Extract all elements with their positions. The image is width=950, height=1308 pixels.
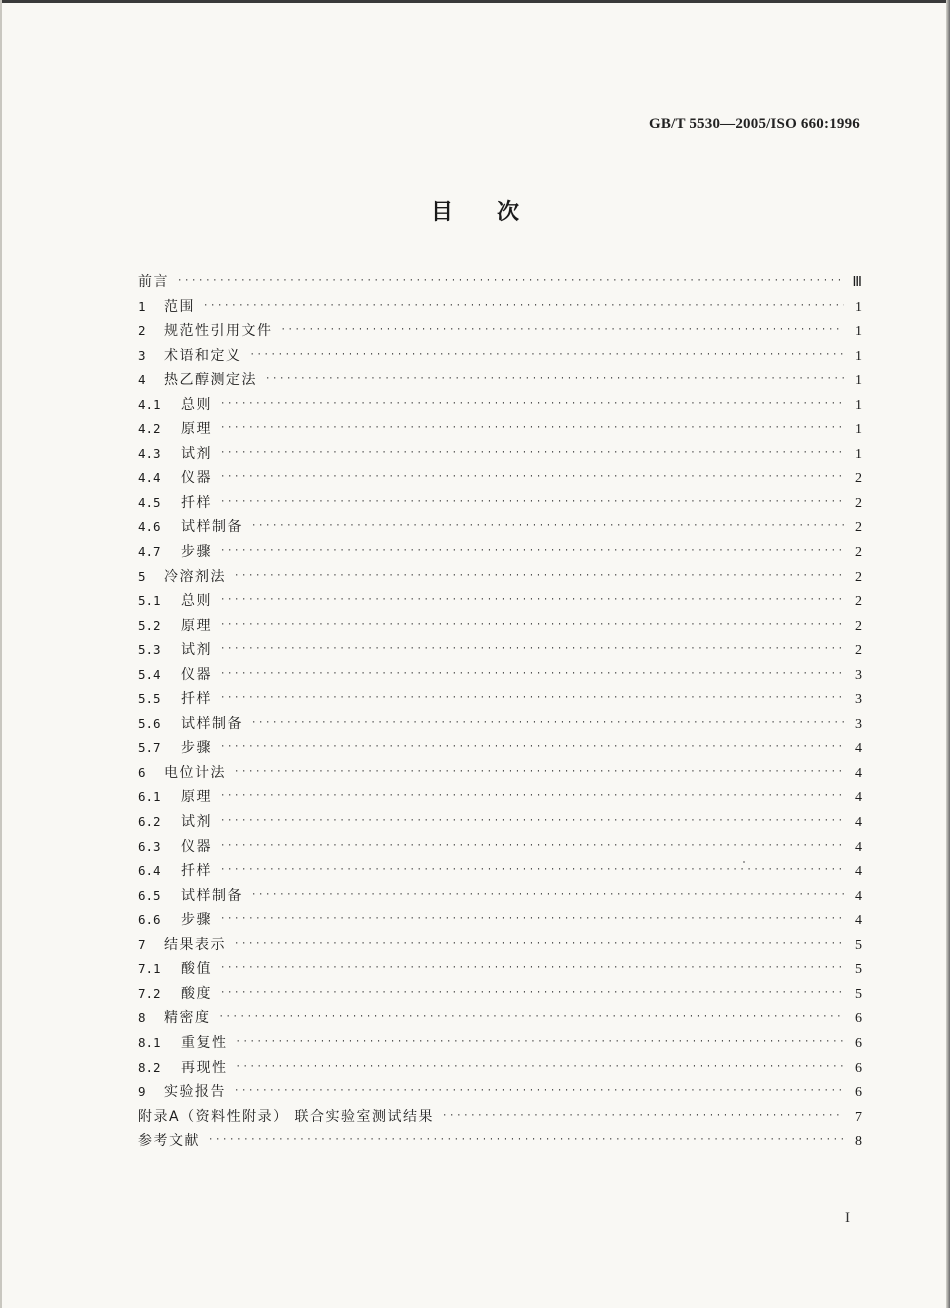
toc-entry-page: 6 xyxy=(855,1085,862,1101)
toc-leader-dots xyxy=(234,760,844,784)
toc-entry-number: 6.6 xyxy=(138,912,161,928)
toc-entry-number: 6.3 xyxy=(138,838,161,854)
toc-entry[interactable] xyxy=(138,466,862,491)
toc-leader-dots xyxy=(220,834,844,858)
toc-leader-dots xyxy=(220,907,844,931)
toc-entry-page: 6 xyxy=(855,1011,862,1027)
toc-entry-page: 2 xyxy=(855,545,862,561)
toc-entry[interactable] xyxy=(138,614,862,639)
toc-entry-page: 4 xyxy=(855,765,862,781)
toc-leader-dots xyxy=(220,809,844,833)
toc-entry[interactable] xyxy=(138,295,862,320)
toc-entry-number: 5 xyxy=(138,568,146,584)
toc-leader-dots xyxy=(250,343,845,367)
toc-entry[interactable] xyxy=(138,1006,862,1031)
toc-entry-page: Ⅲ xyxy=(852,275,862,290)
toc-leader-dots xyxy=(220,539,844,563)
toc-entry[interactable] xyxy=(138,785,862,810)
toc-entry-page: 3 xyxy=(855,667,862,683)
toc-entry-label: 结果表示 xyxy=(164,936,226,953)
toc-entry-page: 4 xyxy=(855,888,862,904)
toc-entry-page: 6 xyxy=(855,1060,862,1076)
toc-entry-page: 2 xyxy=(855,471,862,487)
toc-entry-number: 7.2 xyxy=(138,985,161,1001)
toc-entry-page: 3 xyxy=(855,716,862,732)
toc-leader-dots xyxy=(177,269,844,293)
toc-entry-label: 步骤 xyxy=(181,544,212,561)
toc-entry-number: 4.7 xyxy=(138,544,161,560)
toc-entry-number: 5.1 xyxy=(138,593,161,609)
toc-entry-label: 试样制备 xyxy=(181,519,243,536)
toc-leader-dots xyxy=(220,613,844,637)
standard-number: GB/T 5530—2005/ISO 660:1996 xyxy=(649,116,860,132)
toc-leader-dots xyxy=(281,318,845,342)
toc-entry-label: 原理 xyxy=(181,789,212,806)
toc-entry-label: 总则 xyxy=(181,593,212,610)
toc-leader-dots xyxy=(203,294,844,318)
toc-leader-dots xyxy=(220,441,844,465)
toc-entry[interactable] xyxy=(138,442,862,467)
toc-entry-label: 试样制备 xyxy=(181,715,243,732)
toc-entry[interactable] xyxy=(138,589,862,614)
toc-entry-page: 2 xyxy=(855,643,862,659)
toc-entry[interactable] xyxy=(138,565,862,590)
toc-entry-page: 1 xyxy=(855,348,862,364)
toc-entry-label: 试剂 xyxy=(181,814,212,831)
toc-entry-page: 5 xyxy=(855,986,862,1002)
toc-entry[interactable] xyxy=(138,761,862,786)
toc-entry-page: 4 xyxy=(855,815,862,831)
toc-leader-dots xyxy=(208,1128,844,1152)
toc-entry-label: 规范性引用文件 xyxy=(164,323,273,340)
toc-entry-label: 冷溶剂法 xyxy=(164,568,226,585)
toc-entry-label: 扦样 xyxy=(181,494,212,511)
toc-entry-label: 原理 xyxy=(181,617,212,634)
toc-entry-number: 8.2 xyxy=(138,1059,161,1075)
toc-leader-dots xyxy=(220,392,844,416)
toc-entry[interactable] xyxy=(138,1080,862,1105)
toc-leader-dots xyxy=(251,711,844,735)
toc-entry-page: 1 xyxy=(855,324,862,340)
toc-entry-page: 2 xyxy=(855,520,862,536)
toc-entry-label: 电位计法 xyxy=(164,764,226,781)
toc-leader-dots xyxy=(219,1005,845,1029)
toc-entry-page: 1 xyxy=(855,373,862,389)
toc-entry-number: 5.6 xyxy=(138,715,161,731)
toc-entry-page: 4 xyxy=(855,790,862,806)
toc-entry-label: 附录A（资料性附录） 联合实验室测试结果 xyxy=(138,1108,435,1125)
toc-entry-label: 仪器 xyxy=(181,470,212,487)
toc-entry-label: 原理 xyxy=(181,421,212,438)
toc-entry-page: 2 xyxy=(855,569,862,585)
toc-entry[interactable] xyxy=(138,835,862,860)
toc-entry-label: 术语和定义 xyxy=(164,347,242,364)
toc-leader-dots xyxy=(220,662,844,686)
toc-entry-page: 4 xyxy=(855,913,862,929)
toc-entry-page: 1 xyxy=(855,446,862,462)
toc-entry[interactable] xyxy=(138,933,862,958)
toc-entry-page: 8 xyxy=(855,1134,862,1150)
toc-entry[interactable] xyxy=(138,344,862,369)
toc-entry[interactable] xyxy=(138,393,862,418)
toc-entry-label: 实验报告 xyxy=(164,1084,226,1101)
toc-entry[interactable] xyxy=(138,638,862,663)
toc-entry[interactable] xyxy=(138,687,862,712)
toc-entry-label: 重复性 xyxy=(181,1034,228,1051)
toc-entry-page: 2 xyxy=(855,495,862,511)
toc-entry[interactable] xyxy=(138,859,862,884)
toc-entry-number: 4.3 xyxy=(138,445,161,461)
toc-leader-dots xyxy=(220,981,844,1005)
toc-leader-dots xyxy=(220,588,844,612)
toc-entry[interactable] xyxy=(138,417,862,442)
toc-leader-dots xyxy=(236,1055,845,1079)
toc-entry[interactable] xyxy=(138,515,862,540)
toc-leader-dots xyxy=(234,932,844,956)
toc-entry-number: 6.4 xyxy=(138,863,161,879)
toc-entry[interactable] xyxy=(138,957,862,982)
toc-leader-dots xyxy=(220,637,844,661)
toc-entry[interactable] xyxy=(138,1031,862,1056)
toc-leader-dots xyxy=(220,416,844,440)
toc-entry[interactable] xyxy=(138,1056,862,1081)
toc-leader-dots xyxy=(236,1030,845,1054)
toc-entry-label: 仪器 xyxy=(181,666,212,683)
toc-entry[interactable] xyxy=(138,1129,862,1154)
toc-leader-dots xyxy=(220,858,844,882)
toc-leader-dots xyxy=(220,686,844,710)
page-title: 目次 xyxy=(430,200,563,225)
toc-entry[interactable] xyxy=(138,1105,862,1130)
toc-entry-number: 6.5 xyxy=(138,887,161,903)
toc-entry-page: 1 xyxy=(855,299,862,315)
toc-entry-number: 6.2 xyxy=(138,814,161,830)
toc-entry[interactable] xyxy=(138,884,862,909)
toc-entry-label: 试剂 xyxy=(181,445,212,462)
toc-entry-label: 精密度 xyxy=(164,1010,211,1027)
toc-entry-label: 扦样 xyxy=(181,863,212,880)
toc-entry[interactable] xyxy=(138,270,862,295)
toc-entry[interactable] xyxy=(138,736,862,761)
page-number: I xyxy=(845,1210,850,1226)
toc-entry[interactable] xyxy=(138,712,862,737)
toc-entry-number: 5.2 xyxy=(138,617,161,633)
scan-edge-top xyxy=(0,0,950,3)
toc-entry-number: 4.2 xyxy=(138,421,161,437)
toc-entry-number: 5.7 xyxy=(138,740,161,756)
toc-entry-label: 总则 xyxy=(181,396,212,413)
toc-entry-label: 参考文献 xyxy=(138,1133,200,1150)
toc-entry-label: 范围 xyxy=(164,298,195,315)
toc-entry-label: 试样制备 xyxy=(181,887,243,904)
toc-entry-number: 5.3 xyxy=(138,642,161,658)
toc-entry-number: 4.1 xyxy=(138,396,161,412)
toc-entry-number: 7.1 xyxy=(138,961,161,977)
toc-entry-page: 7 xyxy=(855,1109,862,1125)
toc-entry-number: 4 xyxy=(138,372,146,388)
toc-leader-dots xyxy=(220,465,844,489)
toc-leader-dots xyxy=(234,564,844,588)
toc-entry-label: 扦样 xyxy=(181,691,212,708)
toc-leader-dots xyxy=(220,784,844,808)
toc-leader-dots xyxy=(220,956,844,980)
toc-leader-dots xyxy=(220,490,844,514)
toc-entry-number: 8 xyxy=(138,1010,146,1026)
toc-entry-label: 再现性 xyxy=(181,1059,228,1076)
toc-leader-dots xyxy=(220,735,844,759)
toc-entry-number: 4.5 xyxy=(138,494,161,510)
toc-entry-number: 6 xyxy=(138,764,146,780)
toc-entry[interactable] xyxy=(138,982,862,1007)
toc-leader-dots xyxy=(251,514,844,538)
toc-entry[interactable] xyxy=(138,368,862,393)
toc-entry-label: 酸值 xyxy=(181,961,212,978)
table-of-contents xyxy=(138,270,862,1154)
toc-entry-page: 4 xyxy=(855,864,862,880)
toc-entry-label: 前言 xyxy=(138,274,169,290)
toc-entry-number: 4.6 xyxy=(138,519,161,535)
toc-entry[interactable] xyxy=(138,491,862,516)
toc-entry-label: 试剂 xyxy=(181,642,212,659)
toc-entry-number: 2 xyxy=(138,323,146,339)
scan-speck xyxy=(743,861,745,863)
toc-entry-page: 2 xyxy=(855,594,862,610)
toc-entry-page: 1 xyxy=(855,422,862,438)
toc-entry-page: 2 xyxy=(855,618,862,634)
toc-entry-page: 1 xyxy=(855,397,862,413)
toc-entry-number: 5.4 xyxy=(138,666,161,682)
toc-entry-label: 仪器 xyxy=(181,838,212,855)
toc-entry[interactable] xyxy=(138,319,862,344)
toc-entry-number: 8.1 xyxy=(138,1034,161,1050)
toc-entry-number: 1 xyxy=(138,298,146,314)
toc-leader-dots xyxy=(251,883,844,907)
toc-entry-number: 4.4 xyxy=(138,470,161,486)
toc-entry[interactable] xyxy=(138,908,862,933)
toc-leader-dots xyxy=(234,1079,844,1103)
toc-leader-dots xyxy=(442,1104,844,1128)
toc-entry-number: 5.5 xyxy=(138,691,161,707)
toc-entry[interactable] xyxy=(138,810,862,835)
toc-entry-page: 6 xyxy=(855,1035,862,1051)
toc-entry-page: 4 xyxy=(855,839,862,855)
toc-leader-dots xyxy=(265,367,844,391)
toc-entry-page: 3 xyxy=(855,692,862,708)
toc-entry-label: 步骤 xyxy=(181,912,212,929)
toc-entry-number: 6.1 xyxy=(138,789,161,805)
toc-entry-page: 5 xyxy=(855,937,862,953)
toc-entry-number: 9 xyxy=(138,1084,146,1100)
toc-entry-label: 酸度 xyxy=(181,985,212,1002)
toc-entry[interactable] xyxy=(138,663,862,688)
toc-entry-page: 5 xyxy=(855,962,862,978)
toc-entry-number: 3 xyxy=(138,347,146,363)
toc-entry-number: 7 xyxy=(138,936,146,952)
toc-entry-label: 热乙醇测定法 xyxy=(164,372,257,389)
toc-entry-label: 步骤 xyxy=(181,740,212,757)
toc-entry-page: 4 xyxy=(855,741,862,757)
toc-entry[interactable] xyxy=(138,540,862,565)
